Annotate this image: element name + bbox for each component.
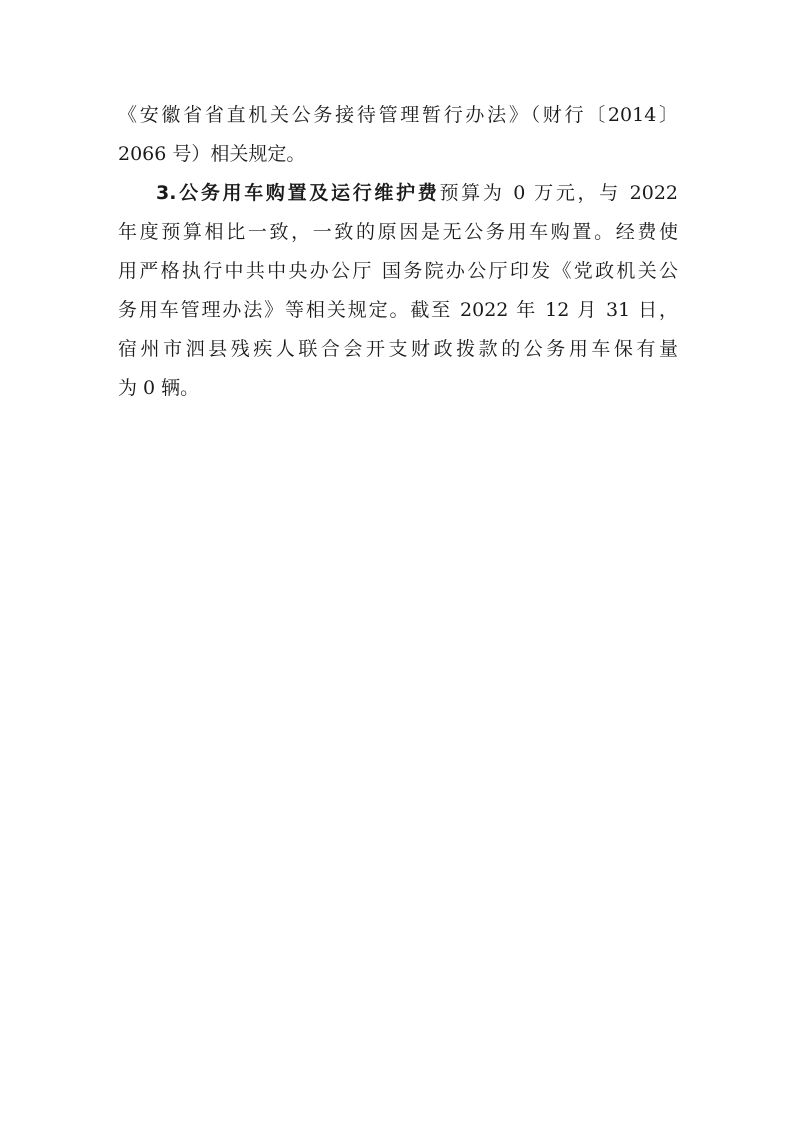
paragraph2-line6: 为 0 辆。 [118,377,200,399]
paragraph2-line5: 宿州市泗县残疾人联合会开支财政拨款的公务用车保有量 [118,338,678,360]
paragraph2-line2: 年度预算相比一致，一致的原因是无公务用车购置。经费使 [118,221,678,243]
paragraph2-line4: 务用车管理办法》等相关规定。截至 2022 年 12 月 31 日， [118,299,678,321]
paragraph1-line2: 2066 号）相关规定。 [118,143,306,165]
section-heading: 3.公务用车购置及运行维护费 [156,182,440,204]
paragraph2-line3: 用严格执行中共中央办公厅 国务院办公厅印发《党政机关公 [118,260,678,282]
paragraph2-line1 [118,174,678,213]
paragraph2-line1-text: 预算为 0 万元，与 2022 [439,182,678,204]
paragraph1-line1: 《安徽省省直机关公务接待管理暂行办法》（财行〔2014〕 [118,104,678,126]
body-text [118,96,678,408]
